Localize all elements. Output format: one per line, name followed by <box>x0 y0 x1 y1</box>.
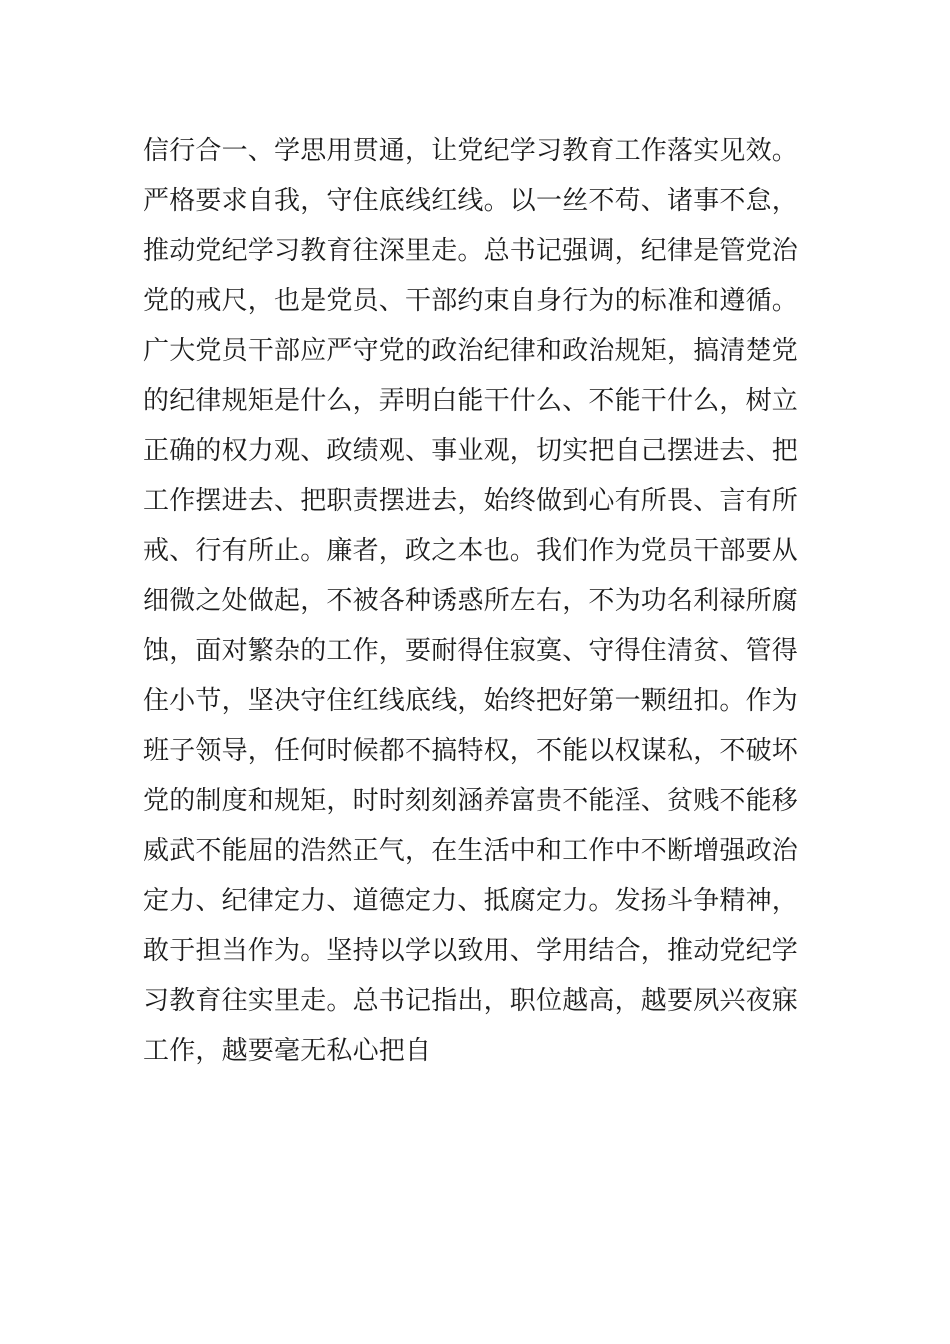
text-line: 细微之处做起，不被各种诱惑所左右，不为功名利禄所腐 <box>143 586 799 616</box>
text-line: 正确的权力观、政绩观、事业观，切实把自己摆进去、把 <box>143 436 799 466</box>
text-line: 定力、纪律定力、道德定力、抵腐定力。发扬斗争精神， <box>143 886 799 916</box>
text-line: 广大党员干部应严守党的政治纪律和政治规矩，搞清楚党 <box>143 336 799 366</box>
text-line: 戒、行有所止。廉者，政之本也。我们作为党员干部要从 <box>143 536 799 566</box>
text-line: 信行合一、学思用贯通，让党纪学习教育工作落实见效。 <box>143 136 799 166</box>
body-text <box>143 126 813 1076</box>
text-line: 推动党纪学习教育往深里走。总书记强调，纪律是管党治 <box>143 236 799 266</box>
text-line: 党的制度和规矩，时时刻刻涵养富贵不能淫、贫贱不能移 <box>143 786 799 816</box>
text-line: 蚀，面对繁杂的工作，要耐得住寂寞、守得住清贫、管得 <box>143 636 799 666</box>
text-line: 工作摆进去、把职责摆进去，始终做到心有所畏、言有所 <box>143 486 799 516</box>
text-line: 班子领导，任何时候都不搞特权，不能以权谋私，不破坏 <box>143 736 799 766</box>
text-line: 敢于担当作为。坚持以学以致用、学用结合，推动党纪学 <box>143 936 799 966</box>
text-line: 的纪律规矩是什么，弄明白能干什么、不能干什么，树立 <box>143 386 799 416</box>
text-line: 威武不能屈的浩然正气，在生活中和工作中不断增强政治 <box>143 836 799 866</box>
text-line: 住小节，坚决守住红线底线，始终把好第一颗纽扣。作为 <box>143 686 799 716</box>
text-line: 党的戒尺，也是党员、干部约束自身行为的标准和遵循。 <box>143 286 799 316</box>
text-line: 习教育往实里走。总书记指出，职位越高，越要夙兴夜寐 <box>143 986 799 1016</box>
text-line: 工作，越要毫无私心把自 <box>143 1036 432 1066</box>
text-line: 严格要求自我，守住底线红线。以一丝不苟、诸事不怠， <box>143 186 799 216</box>
